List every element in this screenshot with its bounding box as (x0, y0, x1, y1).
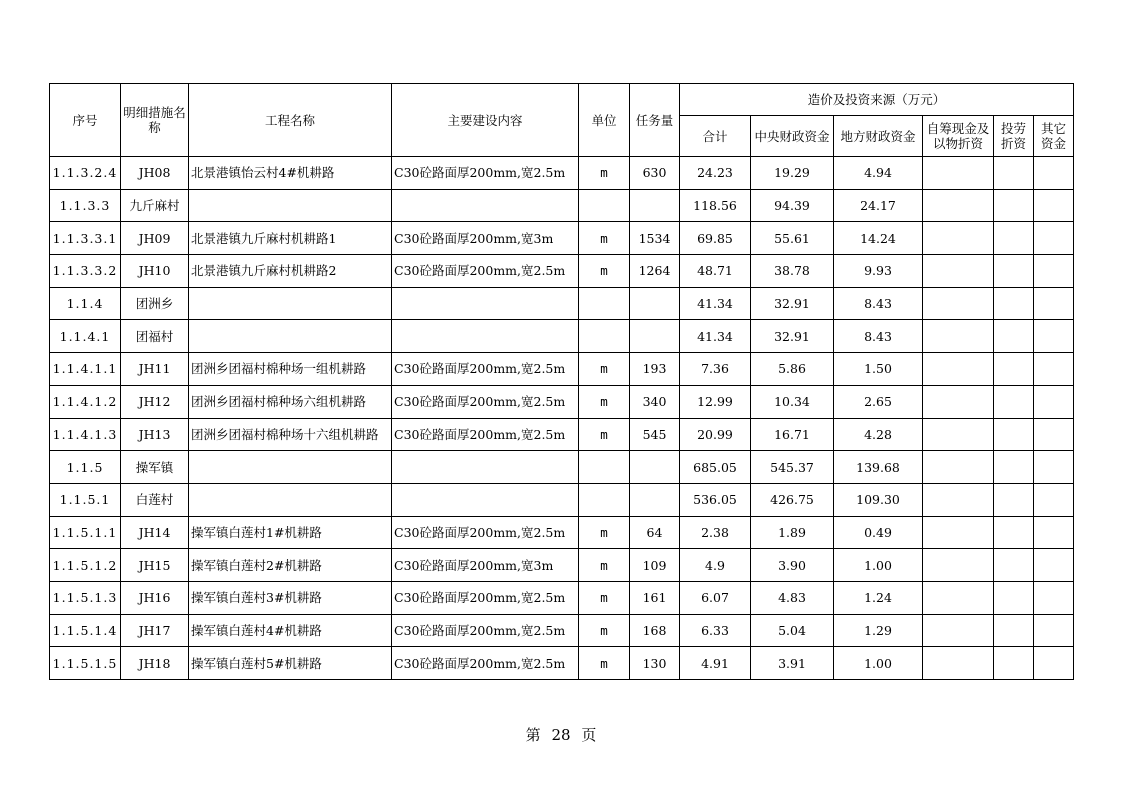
cell-measure: JH17 (121, 614, 189, 647)
cell-total: 48.71 (680, 255, 751, 288)
cell-content: C30砼路面厚200mm,宽2.5m (392, 157, 579, 190)
cell-local: 14.24 (834, 222, 923, 255)
cell-labor (994, 451, 1034, 484)
cell-other (1034, 189, 1074, 222)
cell-task: 340 (630, 385, 680, 418)
table-header (50, 84, 1074, 157)
cell-seq: 1.1.5.1.5 (50, 647, 121, 680)
cell-task (630, 287, 680, 320)
cell-labor (994, 647, 1034, 680)
cell-unit: m (579, 385, 630, 418)
cell-unit: m (579, 255, 630, 288)
cell-other (1034, 614, 1074, 647)
cell-self-raised (923, 418, 994, 451)
cell-unit (579, 189, 630, 222)
cell-seq: 1.1.4.1.1 (50, 353, 121, 386)
cell-unit (579, 483, 630, 516)
table-row (50, 222, 1074, 255)
cell-unit (579, 451, 630, 484)
cell-labor (994, 483, 1034, 516)
header-central: 中央财政资金 (751, 116, 834, 157)
cell-project: 操军镇白莲村4#机耕路 (189, 614, 392, 647)
cell-task (630, 451, 680, 484)
cell-local: 0.49 (834, 516, 923, 549)
cell-local: 1.00 (834, 549, 923, 582)
cell-labor (994, 157, 1034, 190)
cell-seq: 1.1.3.3.2 (50, 255, 121, 288)
cell-self-raised (923, 353, 994, 386)
cell-other (1034, 385, 1074, 418)
cell-content: C30砼路面厚200mm,宽3m (392, 222, 579, 255)
cell-total: 6.07 (680, 581, 751, 614)
cell-other (1034, 157, 1074, 190)
cell-local: 4.94 (834, 157, 923, 190)
header-task: 任务量 (630, 84, 680, 157)
cell-total: 685.05 (680, 451, 751, 484)
cell-unit: m (579, 614, 630, 647)
header-measure: 明细措施名称 (121, 84, 189, 157)
cell-task: 168 (630, 614, 680, 647)
header-project: 工程名称 (189, 84, 392, 157)
cell-seq: 1.1.4.1.2 (50, 385, 121, 418)
cell-seq: 1.1.4.1.3 (50, 418, 121, 451)
cell-measure: JH18 (121, 647, 189, 680)
cell-central: 4.83 (751, 581, 834, 614)
cell-labor (994, 320, 1034, 353)
cell-content: C30砼路面厚200mm,宽2.5m (392, 647, 579, 680)
cell-project (189, 287, 392, 320)
cell-total: 24.23 (680, 157, 751, 190)
table-row (50, 647, 1074, 680)
cell-measure: 九斤麻村 (121, 189, 189, 222)
cell-seq: 1.1.3.3.1 (50, 222, 121, 255)
cell-content: C30砼路面厚200mm,宽3m (392, 549, 579, 582)
cell-project: 北景港镇九斤麻村机耕路2 (189, 255, 392, 288)
cell-project (189, 320, 392, 353)
cell-content (392, 189, 579, 222)
cell-project: 北景港镇九斤麻村机耕路1 (189, 222, 392, 255)
table-row (50, 385, 1074, 418)
table-row (50, 516, 1074, 549)
table-row (50, 189, 1074, 222)
cell-total: 2.38 (680, 516, 751, 549)
cell-task: 130 (630, 647, 680, 680)
table-row (50, 451, 1074, 484)
cell-central: 545.37 (751, 451, 834, 484)
cell-labor (994, 385, 1034, 418)
cell-local: 24.17 (834, 189, 923, 222)
cell-measure: 操军镇 (121, 451, 189, 484)
cell-central: 16.71 (751, 418, 834, 451)
header-content: 主要建设内容 (392, 84, 579, 157)
cell-central: 94.39 (751, 189, 834, 222)
table-row (50, 614, 1074, 647)
cell-content: C30砼路面厚200mm,宽2.5m (392, 581, 579, 614)
cell-task: 161 (630, 581, 680, 614)
cell-content (392, 451, 579, 484)
cell-measure: JH12 (121, 385, 189, 418)
cell-local: 4.28 (834, 418, 923, 451)
cell-measure: JH15 (121, 549, 189, 582)
cell-other (1034, 647, 1074, 680)
cell-measure: JH14 (121, 516, 189, 549)
cell-other (1034, 255, 1074, 288)
cell-self-raised (923, 647, 994, 680)
cell-central: 426.75 (751, 483, 834, 516)
cell-labor (994, 255, 1034, 288)
cell-other (1034, 451, 1074, 484)
cell-other (1034, 353, 1074, 386)
cell-central: 10.34 (751, 385, 834, 418)
cell-total: 41.34 (680, 320, 751, 353)
cell-seq: 1.1.5.1.4 (50, 614, 121, 647)
cell-other (1034, 320, 1074, 353)
cell-labor (994, 353, 1034, 386)
cell-measure: 团洲乡 (121, 287, 189, 320)
cell-self-raised (923, 287, 994, 320)
cell-task: 64 (630, 516, 680, 549)
table-row (50, 418, 1074, 451)
cell-unit: m (579, 647, 630, 680)
cell-central: 3.90 (751, 549, 834, 582)
cell-measure: JH08 (121, 157, 189, 190)
cell-task: 1534 (630, 222, 680, 255)
cell-labor (994, 222, 1034, 255)
header-other: 其它资金 (1034, 116, 1074, 157)
cell-central: 5.04 (751, 614, 834, 647)
cell-unit (579, 287, 630, 320)
table-row (50, 320, 1074, 353)
cell-local: 1.29 (834, 614, 923, 647)
cell-content: C30砼路面厚200mm,宽2.5m (392, 255, 579, 288)
cell-labor (994, 287, 1034, 320)
table-row (50, 287, 1074, 320)
cell-self-raised (923, 516, 994, 549)
cell-local: 8.43 (834, 320, 923, 353)
cell-measure: JH11 (121, 353, 189, 386)
cell-task (630, 483, 680, 516)
cell-measure: 白莲村 (121, 483, 189, 516)
cell-content: C30砼路面厚200mm,宽2.5m (392, 516, 579, 549)
cell-project (189, 483, 392, 516)
cell-central: 1.89 (751, 516, 834, 549)
table-row (50, 581, 1074, 614)
cell-central: 19.29 (751, 157, 834, 190)
cell-measure: JH10 (121, 255, 189, 288)
cell-self-raised (923, 581, 994, 614)
cell-content: C30砼路面厚200mm,宽2.5m (392, 385, 579, 418)
cell-total: 41.34 (680, 287, 751, 320)
cell-total: 20.99 (680, 418, 751, 451)
page-number: 28 (551, 726, 571, 744)
cell-total: 6.33 (680, 614, 751, 647)
cell-other (1034, 581, 1074, 614)
cell-project: 北景港镇怡云村4#机耕路 (189, 157, 392, 190)
header-unit: 单位 (579, 84, 630, 157)
cell-total: 118.56 (680, 189, 751, 222)
cell-unit: m (579, 418, 630, 451)
cell-total: 69.85 (680, 222, 751, 255)
table-row (50, 353, 1074, 386)
cell-local: 139.68 (834, 451, 923, 484)
cell-central: 5.86 (751, 353, 834, 386)
cell-labor (994, 614, 1034, 647)
cell-central: 38.78 (751, 255, 834, 288)
cell-seq: 1.1.5 (50, 451, 121, 484)
header-investment-group: 造价及投资来源（万元） (680, 84, 1074, 116)
cell-self-raised (923, 451, 994, 484)
cell-seq: 1.1.5.1.3 (50, 581, 121, 614)
cell-self-raised (923, 222, 994, 255)
cell-project: 操军镇白莲村1#机耕路 (189, 516, 392, 549)
header-local: 地方财政资金 (834, 116, 923, 157)
cell-project: 操军镇白莲村3#机耕路 (189, 581, 392, 614)
cell-task: 630 (630, 157, 680, 190)
cell-content (392, 287, 579, 320)
cell-project (189, 189, 392, 222)
header-self-raised: 自筹现金及以物折资 (923, 116, 994, 157)
cell-task (630, 320, 680, 353)
cell-total: 4.91 (680, 647, 751, 680)
cell-seq: 1.1.5.1.2 (50, 549, 121, 582)
cell-other (1034, 549, 1074, 582)
page-footer (0, 724, 1122, 745)
cell-seq: 1.1.4.1 (50, 320, 121, 353)
cell-content: C30砼路面厚200mm,宽2.5m (392, 353, 579, 386)
table-body (50, 157, 1074, 680)
cell-task (630, 189, 680, 222)
cell-task: 109 (630, 549, 680, 582)
cell-unit (579, 320, 630, 353)
cell-task: 193 (630, 353, 680, 386)
cell-central: 55.61 (751, 222, 834, 255)
cell-unit: m (579, 549, 630, 582)
cell-content (392, 483, 579, 516)
footer-suffix: 页 (581, 726, 597, 744)
cell-local: 1.50 (834, 353, 923, 386)
table-row (50, 549, 1074, 582)
cell-content (392, 320, 579, 353)
footer-prefix: 第 (525, 726, 541, 744)
cell-total: 536.05 (680, 483, 751, 516)
cell-central: 3.91 (751, 647, 834, 680)
cell-seq: 1.1.3.3 (50, 189, 121, 222)
cell-unit: m (579, 157, 630, 190)
cell-self-raised (923, 614, 994, 647)
cell-other (1034, 222, 1074, 255)
cell-project (189, 451, 392, 484)
cell-labor (994, 418, 1034, 451)
cell-task: 545 (630, 418, 680, 451)
cell-self-raised (923, 320, 994, 353)
cell-seq: 1.1.3.2.4 (50, 157, 121, 190)
cell-other (1034, 483, 1074, 516)
cell-unit: m (579, 581, 630, 614)
cell-total: 7.36 (680, 353, 751, 386)
cell-project: 操军镇白莲村2#机耕路 (189, 549, 392, 582)
cell-total: 12.99 (680, 385, 751, 418)
cell-central: 32.91 (751, 287, 834, 320)
cell-local: 1.24 (834, 581, 923, 614)
cell-seq: 1.1.5.1 (50, 483, 121, 516)
cell-unit: m (579, 222, 630, 255)
cell-self-raised (923, 189, 994, 222)
cell-measure: JH09 (121, 222, 189, 255)
cell-local: 109.30 (834, 483, 923, 516)
cell-self-raised (923, 157, 994, 190)
cell-self-raised (923, 549, 994, 582)
cell-other (1034, 516, 1074, 549)
header-total: 合计 (680, 116, 751, 157)
cell-content: C30砼路面厚200mm,宽2.5m (392, 418, 579, 451)
header-seq: 序号 (50, 84, 121, 157)
cell-measure: JH16 (121, 581, 189, 614)
cell-project: 团洲乡团福村棉种场十六组机耕路 (189, 418, 392, 451)
cell-seq: 1.1.5.1.1 (50, 516, 121, 549)
header-labor: 投劳折资 (994, 116, 1034, 157)
cell-project: 操军镇白莲村5#机耕路 (189, 647, 392, 680)
table-row (50, 157, 1074, 190)
cell-content: C30砼路面厚200mm,宽2.5m (392, 614, 579, 647)
cell-central: 32.91 (751, 320, 834, 353)
cell-self-raised (923, 483, 994, 516)
cell-other (1034, 287, 1074, 320)
investment-table (49, 83, 1074, 680)
cell-labor (994, 189, 1034, 222)
cell-labor (994, 516, 1034, 549)
cell-seq: 1.1.4 (50, 287, 121, 320)
cell-unit: m (579, 516, 630, 549)
cell-local: 9.93 (834, 255, 923, 288)
cell-unit: m (579, 353, 630, 386)
cell-local: 2.65 (834, 385, 923, 418)
cell-measure: 团福村 (121, 320, 189, 353)
cell-labor (994, 549, 1034, 582)
cell-labor (994, 581, 1034, 614)
cell-task: 1264 (630, 255, 680, 288)
cell-measure: JH13 (121, 418, 189, 451)
cell-project: 团洲乡团福村棉种场六组机耕路 (189, 385, 392, 418)
cell-other (1034, 418, 1074, 451)
cell-local: 1.00 (834, 647, 923, 680)
cell-self-raised (923, 255, 994, 288)
table-row (50, 483, 1074, 516)
cell-project: 团洲乡团福村棉种场一组机耕路 (189, 353, 392, 386)
cell-total: 4.9 (680, 549, 751, 582)
cell-local: 8.43 (834, 287, 923, 320)
cell-self-raised (923, 385, 994, 418)
table-row (50, 255, 1074, 288)
